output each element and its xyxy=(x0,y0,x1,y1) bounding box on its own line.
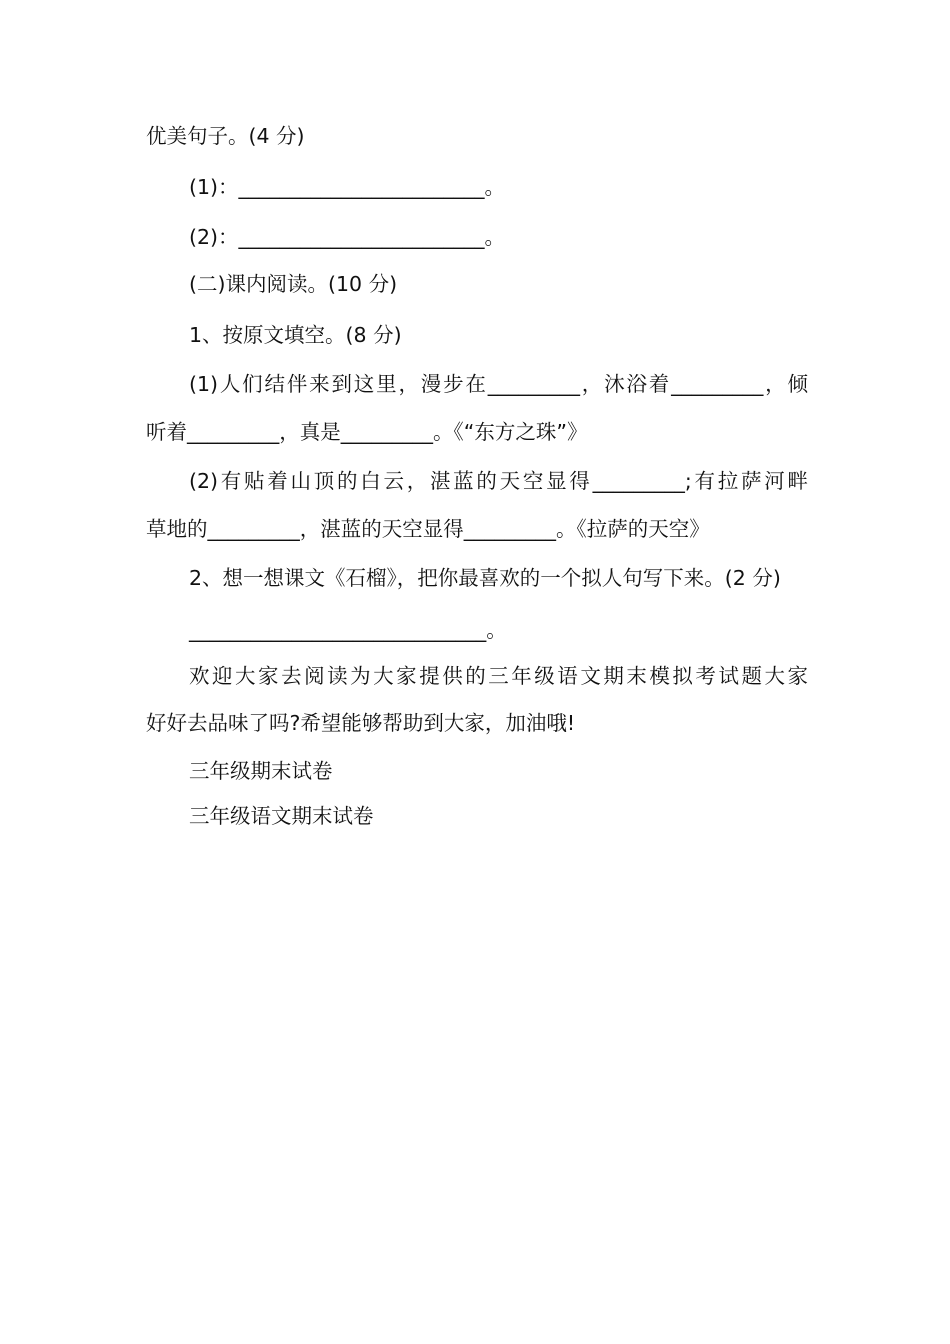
closing-text: 好好去品味了吗?希望能够帮助到大家，加油哦! xyxy=(146,711,576,735)
related-link: 三年级语文期末试卷 xyxy=(189,804,374,828)
answer-line: _____________________________。 xyxy=(189,618,507,642)
question-text: (1)人们结伴来到这里，漫步在_________，沐浴着_________，倾 xyxy=(189,372,808,396)
question-heading: 1、按原文填空。(8 分) xyxy=(189,323,402,347)
answer-line-1: (1)：________________________。 xyxy=(189,175,506,199)
related-link: 三年级期末试卷 xyxy=(189,759,333,783)
question-text: 草地的_________，湛蓝的天空显得_________。《拉萨的天空》 xyxy=(146,517,710,541)
question-text: (2)有贴着山顶的白云，湛蓝的天空显得_________;有拉萨河畔 xyxy=(189,469,808,493)
section-heading: (二)课内阅读。(10 分) xyxy=(189,272,398,296)
answer-line-2: (2)：________________________。 xyxy=(189,225,506,249)
text-line: 优美句子。(4 分) xyxy=(146,124,305,148)
closing-text: 欢迎大家去阅读为大家提供的三年级语文期末模拟考试题大家 xyxy=(189,664,808,688)
question-heading: 2、想一想课文《石榴》，把你最喜欢的一个拟人句写下来。(2 分) xyxy=(189,566,781,590)
question-text: 听着_________，真是_________。《“东方之珠”》 xyxy=(146,420,588,444)
